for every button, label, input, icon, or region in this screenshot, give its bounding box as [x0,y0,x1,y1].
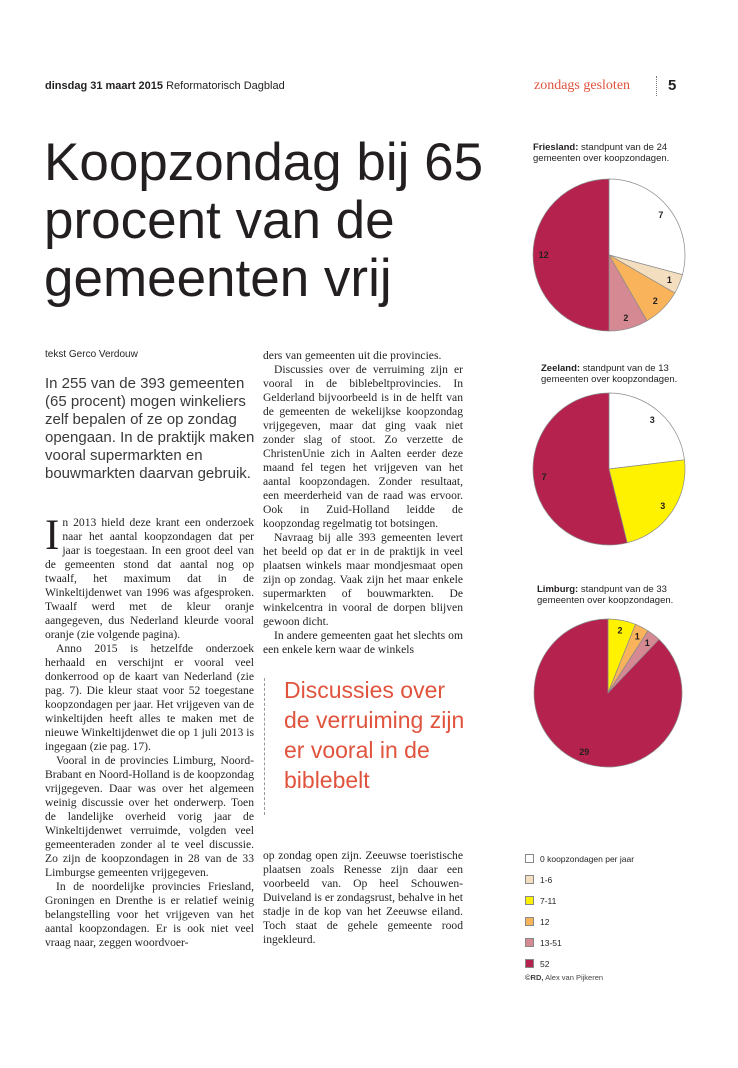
pie-slice [609,393,684,469]
publication-name: Reformatorisch Dagblad [166,80,285,92]
section-label: zondags gesloten [534,78,631,93]
legend-item [525,890,715,911]
pie-value-label: 3 [660,501,666,512]
chart-title-friesland [533,142,693,164]
pie-value-label: 1 [634,631,640,642]
legend [525,848,715,974]
legend-swatch [525,917,534,926]
paragraph: op zondag open zijn. Zeeuwse toeristische plaatsen zoals Renesse zijn daar een voorbeeld van. Op heel Schouwen-Duiveland is er zondagsrust, behalve in het stadje in de kop van het Zeeuwse eiland. Toch staat de gehele gemeente rood ingekleurd. [263,849,463,946]
pie-value-label: 2 [652,296,658,307]
pie-value-label: 7 [541,471,547,482]
paragraph: Navraag bij alle 393 gemeenten levert het beeld op dat er in de praktijk in veel plaatsen winkels maar mondjesmaat open zijn op zondag. Vaak zijn het maar enkele supermarkten of bouwmarkten. De winkelcentra in vooral de dorpen blijven gewoon dicht. [263,531,463,628]
issue-date: dinsdag 31 maart 2015 [45,80,164,92]
chart-region: Limburg: [537,584,579,595]
legend-swatch [525,959,534,968]
chart-subtitle: standpunt van de 33 gemeenten over koopzondagen. [537,584,674,606]
pie-slice [534,619,682,767]
pullquote-rule [264,678,265,815]
pie-chart-zeeland [532,392,686,546]
paragraph: ders van gemeenten uit die provincies. [263,349,442,362]
pie-value-label: 2 [623,313,629,324]
legend-swatch [525,854,534,863]
graphic-credit [525,973,603,982]
legend-item [525,848,715,869]
legend-item [525,869,715,890]
header-divider [656,76,657,96]
article-column-2-top [263,349,463,657]
date-line [45,80,285,92]
chart-subtitle: standpunt van de 24 gemeenten over koopzondagen. [533,142,670,164]
pie-value-label: 2 [617,625,623,636]
legend-label: 7-11 [540,895,557,906]
legend-item [525,911,715,932]
pie-chart-limburg [533,618,683,768]
article-column-2-bottom [263,849,463,947]
legend-label: 12 [540,916,550,927]
pie-value-label: 12 [538,250,549,260]
legend-label: 52 [540,958,550,969]
pull-quote: Discussies over de verruiming zijn er vooral in de biblebelt [284,677,465,793]
byline: tekst Gerco Verdouw [45,349,138,360]
legend-swatch [525,875,534,884]
paragraph: Vooral in de provincies Limburg, Noord-Brabant en Noord-Holland is de koopzondag vrijgegeven. Daar was over het algemeen weinig discussie over het onderwerp. Toen de landelijke overheid vorig jaar de Winkeltijdenwet verruimde, volgden veel gemeenteraden zonder al te veel discussie. Zo zijn de koopzondagen in 28 van de 33 Limburgse gemeenten vrijgegeven. [45,754,254,879]
chart-region: Friesland: [533,142,579,153]
article-column-1 [45,512,254,950]
pie-value-label: 1 [666,275,672,285]
chart-region: Zeeland: [541,363,581,374]
paragraph: Discussies over de verruiming zijn er vooral in de biblebeltprovincies. In Gelderland bijvoorbeeld is in de helft van de gemeenten de wekelijkse koopzondag vrijgegeven, maar dat ging vaak niet zonder slag of stoot. Zo verzette de ChristenUnie zich in Aalten eerder deze maand fel tegen het vrijgeven van het aantal koopzondagen. Zonder resultaat, een meerderheid van de raad was ervoor. Ook in Zuid-Holland leidde de koopzondag regelmatig tot botsingen. [263,363,463,530]
legend-item [525,953,715,974]
pie-value-label: 29 [579,747,590,758]
paragraph: In de noordelijke provincies Friesland, Groningen en Drenthe is er relatief weinig belangstelling voor het vrijgeven van het aantal koopzondagen. Er is ook niet veel vraag naar, zeggen woordvoer- [45,880,254,949]
drop-cap: I [45,512,60,559]
pie-value-label: 7 [658,210,664,221]
chart-title-zeeland [541,363,691,385]
headline: Koopzondag bij 65 procent van de gemeenten vrij [44,133,484,308]
intro-paragraph: In 255 van de 393 gemeenten (65 procent) mogen winkeliers zelf bepalen of ze op zondag opengaan. In de praktijk maken vooral supermarkten en bouwmarkten daarvan gebruik. [45,375,255,482]
paragraph: Anno 2015 is hetzelfde onderzoek herhaald en verschijnt er vooral veel donkerrood op de kaart van Nederland (zie pag. 7). Die kleur staat voor 52 toegestane koopzondagen per jaar. Het vrijgeven van de winkeltijden heeft alles te maken met de nieuwe Winkeltijdenwet die op 1 juli 2013 is ingegaan (zie pag. 17). [45,642,254,753]
legend-item [525,932,715,953]
credit-org: ©RD, [525,973,544,982]
chart-title-limburg [537,584,697,606]
pie-value-label: 1 [644,638,650,648]
legend-label: 13-51 [540,937,562,948]
paragraph-text: n 2013 hield deze krant een onderzoek naar het aantal koopzondagen dat per jaar is toegestaan. In een groot deel van de gemeenten stond dat aantal nog op twaalf, het maximum dat in de Winkeltijdenwet van 1996 was afgesproken. Twaalf werd met de kleur oranje aangegeven, dus Nederland kleurde vooral oranje (zie volgende pagina). [45,516,254,641]
pie-value-label: 3 [649,415,655,426]
paragraph: In andere gemeenten gaat het slechts om een enkele kern waar de winkels [263,629,463,656]
credit-author: Alex van Pijkeren [545,973,604,982]
paragraph [45,512,254,642]
page-number: 5 [668,77,677,94]
legend-label: 0 koopzondagen per jaar [540,853,635,864]
pie-chart-friesland [532,178,686,332]
legend-label: 1-6 [540,874,553,885]
legend-swatch [525,896,534,905]
chart-subtitle: standpunt van de 13 gemeenten over koopzondagen. [541,363,678,385]
legend-swatch [525,938,534,947]
